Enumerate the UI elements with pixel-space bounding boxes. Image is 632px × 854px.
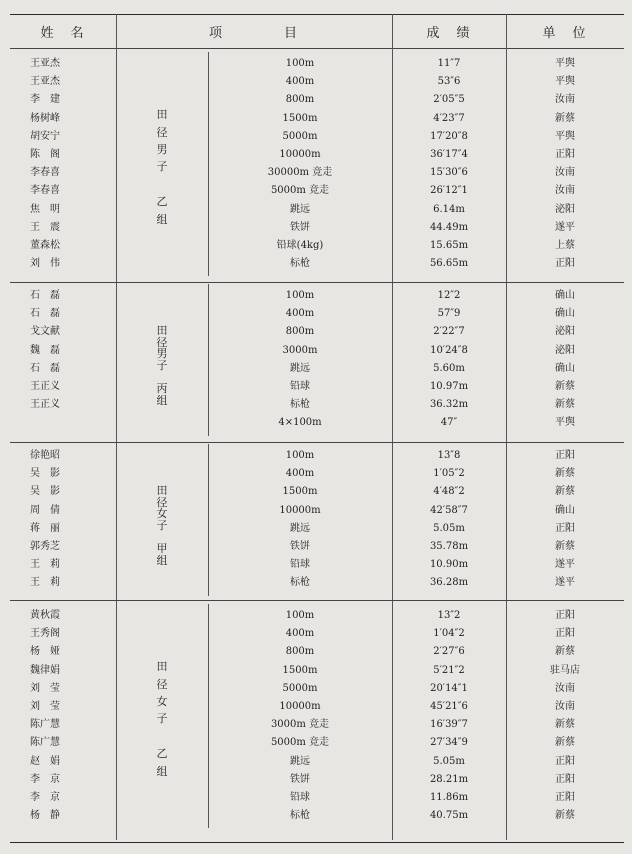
event-name: 5000m 竞走 [270, 185, 330, 197]
athlete-name: 陈广慧 [30, 737, 60, 749]
event-name: 标枪 [290, 258, 310, 270]
group-label-char: 径 [156, 677, 168, 691]
team-unit: 遂平 [555, 221, 575, 233]
team-unit: 确山 [555, 290, 575, 301]
header-rule [10, 48, 624, 49]
athlete-name: 董森松 [30, 240, 60, 251]
group-label-char: 子 [156, 160, 168, 174]
group-label-char: 乙 [156, 195, 168, 209]
athlete-name: 黄秋霞 [30, 610, 60, 621]
section-rule [10, 282, 624, 283]
group-label-char: 组 [156, 212, 168, 226]
table-bottom-rule [10, 842, 624, 843]
event-name: 5000m 竞走 [270, 737, 330, 749]
result-value: 5′21″2 [433, 664, 465, 676]
event-name: 铁饼 [290, 221, 310, 233]
result-value: 10′24″8 [430, 344, 468, 356]
result-value: 20′14″1 [430, 682, 468, 694]
group-label-char: 女 [156, 694, 168, 708]
team-unit: 上蔡 [555, 240, 575, 251]
event-name: 100m [285, 290, 315, 301]
event-name: 400m [285, 76, 315, 88]
athlete-name: 李 京 [30, 792, 60, 803]
athlete-name: 王秀阁 [30, 628, 60, 640]
athlete-name: 焦 明 [30, 203, 60, 215]
athlete-name: 王 震 [30, 221, 60, 233]
event-name: 400m [285, 308, 315, 320]
athlete-name: 蒋 丽 [30, 522, 60, 534]
event-name: 1500m [282, 112, 318, 124]
event-name: 800m [285, 94, 315, 106]
table-top-rule [10, 14, 624, 15]
event-name: 跳远 [290, 755, 310, 767]
result-value: 45′21″6 [430, 701, 468, 712]
event-name: 跳远 [290, 362, 310, 374]
team-unit: 泌阳 [555, 344, 575, 356]
team-unit: 汝南 [555, 167, 575, 179]
group-label-char: 甲 [156, 542, 168, 556]
athlete-name: 石 磊 [30, 308, 60, 320]
team-unit: 遂平 [555, 559, 575, 571]
result-value: 42′58″7 [430, 504, 468, 516]
event-name: 10000m [279, 149, 321, 160]
event-name: 800m [285, 326, 315, 338]
event-name: 100m [285, 58, 315, 69]
result-value: 4′23″7 [433, 112, 465, 124]
header-unit: 单 位 [542, 26, 588, 41]
group-label-char: 组 [156, 553, 168, 567]
athlete-name: 王亚杰 [30, 76, 60, 88]
event-name: 铁饼 [290, 541, 310, 552]
team-unit: 新蔡 [555, 468, 575, 480]
event-name: 400m [285, 468, 315, 480]
team-unit: 平舆 [555, 417, 575, 429]
group-label-char: 径 [156, 495, 168, 509]
team-unit: 确山 [555, 362, 575, 374]
athlete-name: 戈文献 [30, 326, 60, 338]
group-label-char: 子 [156, 518, 168, 532]
result-value: 2′22″7 [433, 326, 465, 338]
team-unit: 正阳 [555, 610, 575, 621]
event-name: 铅球 [290, 559, 310, 571]
group-label-char: 径 [156, 335, 168, 349]
team-unit: 新蔡 [555, 381, 575, 392]
result-value: 5.05m [433, 755, 465, 767]
athlete-name: 刘 伟 [30, 258, 60, 270]
team-unit: 新蔡 [555, 646, 575, 658]
result-value: 57″9 [437, 308, 461, 320]
result-value: 2′27″6 [433, 646, 465, 658]
athlete-name: 王亚杰 [30, 58, 60, 69]
team-unit: 确山 [555, 308, 575, 320]
group-label-char: 田 [156, 324, 168, 338]
result-value: 27′34″9 [430, 737, 468, 749]
athlete-name: 李春喜 [30, 185, 60, 197]
result-value: 35.78m [429, 541, 469, 552]
athlete-name: 杨树峰 [30, 112, 60, 124]
athlete-name: 陈广慧 [30, 719, 60, 731]
section-rule [10, 442, 624, 443]
event-name: 标枪 [290, 577, 310, 589]
result-value: 11.86m [429, 792, 469, 803]
result-value: 11″7 [437, 58, 461, 69]
team-unit: 正阳 [555, 450, 575, 461]
athlete-name: 刘 莹 [30, 701, 60, 712]
team-unit: 新蔡 [555, 719, 575, 731]
team-unit: 正阳 [555, 755, 575, 767]
event-name: 3000m 竞走 [270, 719, 330, 731]
event-name: 标枪 [290, 399, 310, 411]
team-unit: 新蔡 [555, 737, 575, 749]
result-value: 15.65m [429, 240, 469, 251]
team-unit: 正阳 [555, 258, 575, 270]
team-unit: 汝南 [555, 185, 575, 197]
section-rule [10, 600, 624, 601]
result-value: 36.32m [429, 399, 469, 411]
group-label-char: 田 [156, 484, 168, 498]
result-value: 1′04″2 [433, 628, 465, 640]
group-divider [208, 284, 209, 436]
athlete-name: 郭秀芝 [30, 541, 60, 552]
event-name: 铅球(4kg) [276, 240, 324, 251]
result-value: 10.97m [429, 381, 469, 392]
result-value: 10.90m [429, 559, 469, 571]
result-value: 53″6 [437, 76, 461, 88]
team-unit: 泌阳 [555, 203, 575, 215]
group-label-char: 田 [156, 660, 168, 674]
team-unit: 平舆 [555, 130, 575, 142]
group-label-char: 男 [156, 142, 168, 156]
team-unit: 遂平 [555, 577, 575, 589]
athlete-name: 石 磊 [30, 362, 60, 374]
athlete-name: 杨 娅 [30, 646, 60, 658]
event-name: 铅球 [290, 381, 310, 392]
event-name: 1500m [282, 486, 318, 498]
team-unit: 新蔡 [555, 810, 575, 822]
header-name: 姓 名 [40, 26, 86, 41]
team-unit: 确山 [555, 504, 575, 516]
group-label-char: 径 [156, 125, 168, 139]
result-value: 5.05m [433, 522, 465, 534]
result-value: 16′39″7 [430, 719, 468, 731]
result-value: 26′12″1 [430, 185, 468, 197]
result-value: 4′48″2 [433, 486, 465, 498]
event-name: 跳远 [290, 203, 310, 215]
event-name: 4×100m [278, 417, 322, 429]
event-name: 800m [285, 646, 315, 658]
event-name: 10000m [279, 701, 321, 712]
result-value: 40.75m [429, 810, 469, 822]
group-label-char: 男 [156, 347, 168, 361]
header-result: 成 绩 [426, 26, 472, 41]
result-value: 13″2 [437, 610, 461, 621]
team-unit: 正阳 [555, 792, 575, 803]
athlete-name: 刘 莹 [30, 682, 60, 694]
group-label-char: 乙 [156, 747, 168, 761]
athlete-name: 陈 阁 [30, 149, 60, 160]
event-name: 跳远 [290, 522, 310, 534]
athlete-name: 吴 影 [30, 468, 60, 480]
athlete-name: 石 磊 [30, 290, 60, 301]
result-value: 36′17″4 [430, 149, 468, 160]
group-divider [208, 444, 209, 596]
team-unit: 汝南 [555, 94, 575, 106]
athlete-name: 周 倩 [30, 504, 60, 516]
event-name: 铁饼 [290, 773, 310, 785]
group-label-char: 子 [156, 358, 168, 372]
team-unit: 新蔡 [555, 541, 575, 552]
athlete-name: 杨 静 [30, 810, 60, 822]
team-unit: 汝南 [555, 701, 575, 712]
team-unit: 汝南 [555, 682, 575, 694]
event-name: 5000m [282, 130, 318, 142]
event-name: 100m [285, 610, 315, 621]
result-value: 13″8 [437, 450, 461, 461]
group-label-char: 组 [156, 393, 168, 407]
group-label-char: 丙 [156, 382, 168, 396]
team-unit: 新蔡 [555, 399, 575, 411]
team-unit: 正阳 [555, 773, 575, 785]
event-name: 100m [285, 450, 315, 461]
event-name: 3000m [282, 344, 318, 356]
group-label-char: 女 [156, 507, 168, 521]
result-value: 28.21m [429, 773, 469, 785]
athlete-name: 胡安宁 [30, 130, 60, 142]
group-label-char: 组 [156, 764, 168, 778]
group-label-char: 田 [156, 108, 168, 122]
team-unit: 平舆 [555, 58, 575, 69]
team-unit: 正阳 [555, 522, 575, 534]
result-value: 6.14m [433, 203, 465, 215]
result-value: 44.49m [429, 221, 469, 233]
result-value: 36.28m [429, 577, 469, 589]
team-unit: 正阳 [555, 149, 575, 160]
team-unit: 驻马店 [550, 664, 580, 676]
athlete-name: 王正义 [30, 399, 60, 411]
team-unit: 新蔡 [555, 486, 575, 498]
athlete-name: 魏 磊 [30, 344, 60, 356]
athlete-name: 王 莉 [30, 559, 60, 571]
athlete-name: 李 建 [30, 94, 60, 106]
result-value: 47″ [440, 417, 458, 429]
team-unit: 平舆 [555, 76, 575, 88]
athlete-name: 李 京 [30, 773, 60, 785]
result-value: 17′20″8 [430, 130, 468, 142]
event-name: 标枪 [290, 810, 310, 822]
result-value: 15′30″6 [430, 167, 468, 179]
athlete-name: 徐艳昭 [30, 450, 60, 461]
athlete-name: 李春喜 [30, 167, 60, 179]
result-value: 12″2 [437, 290, 461, 301]
result-value: 1′05″2 [433, 468, 465, 480]
result-value: 5.60m [433, 362, 465, 374]
event-name: 400m [285, 628, 315, 640]
athlete-name: 吴 影 [30, 486, 60, 498]
event-name: 1500m [282, 664, 318, 676]
athlete-name: 王 莉 [30, 577, 60, 589]
result-value: 2′05″5 [433, 94, 465, 106]
group-label-char: 子 [156, 712, 168, 726]
team-unit: 新蔡 [555, 112, 575, 124]
team-unit: 正阳 [555, 628, 575, 640]
athlete-name: 魏律娟 [30, 664, 60, 676]
team-unit: 泌阳 [555, 326, 575, 338]
event-name: 铅球 [290, 792, 310, 803]
athlete-name: 赵 娟 [30, 755, 60, 767]
event-name: 5000m [282, 682, 318, 694]
event-name: 30000m 竞走 [267, 167, 333, 179]
event-name: 10000m [279, 504, 321, 516]
header-event: 项 目 [208, 26, 299, 41]
athlete-name: 王正义 [30, 381, 60, 392]
result-value: 56.65m [429, 258, 469, 270]
